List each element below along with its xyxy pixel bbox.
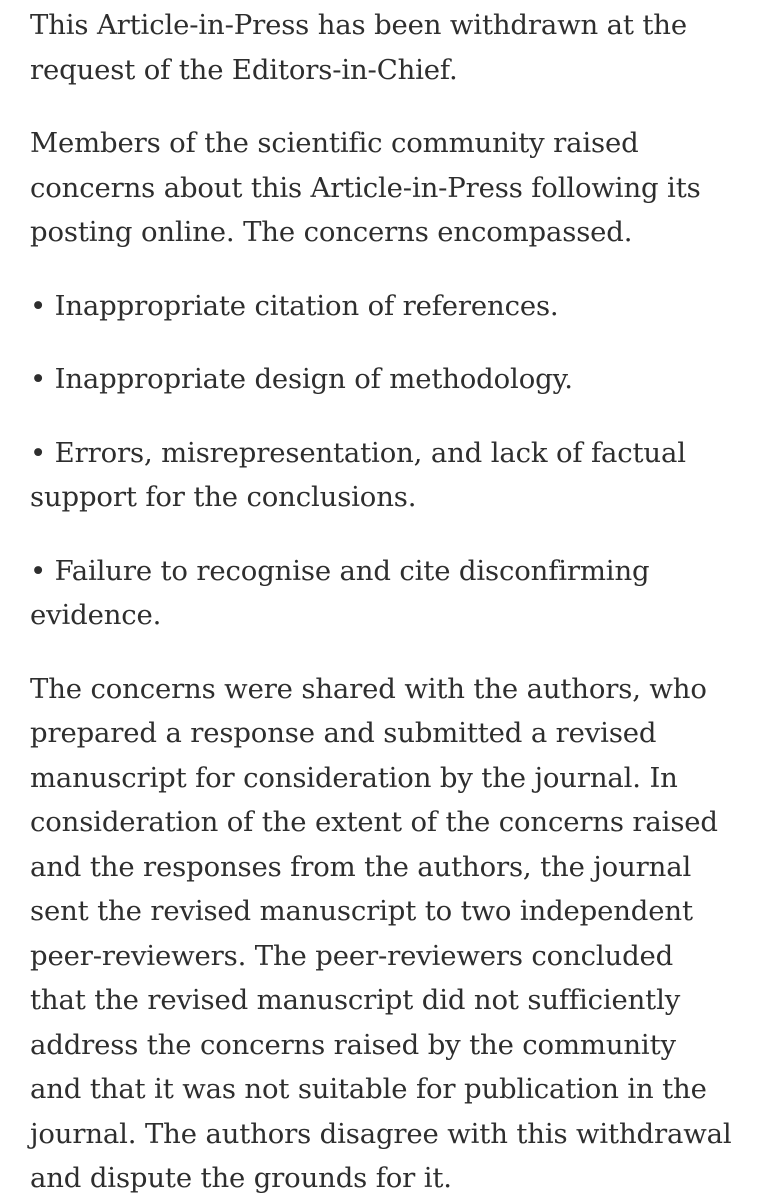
review-outcome: The concerns were shared with the authors, who prepared a response and submitted a revised manuscript for consideration by the journal. In consideration of the extent of the concerns raised and the responses from the authors, the journal sent the revised manuscript to two independent peer-reviewers. The peer-reviewers concluded that the revised manuscript did not sufficiently address the concerns raised by the community and that it was not suitable for publication in the journal. The authors disagree with this withdrawal and dispute the grounds for it. [30, 672, 732, 1194]
concern-item-citation: • Inappropriate citation of references. [30, 289, 559, 322]
concern-item-methodology: • Inappropriate design of methodology. [30, 363, 573, 395]
concerns-intro: Members of the scientific community raised concerns about this Article-in-Press following its posting online. The concerns encompassed. [30, 127, 701, 248]
withdrawal-statement: This Article-in-Press has been withdrawn at the request of the Editors-in-Chief. [30, 9, 687, 86]
concern-item-errors: • Errors, misrepresentation, and lack of factual support for the conclusions. [30, 436, 686, 513]
concern-item-evidence: • Failure to recognise and cite disconfirming evidence. [30, 554, 650, 631]
withdrawal-notice [0, 3, 758, 1201]
